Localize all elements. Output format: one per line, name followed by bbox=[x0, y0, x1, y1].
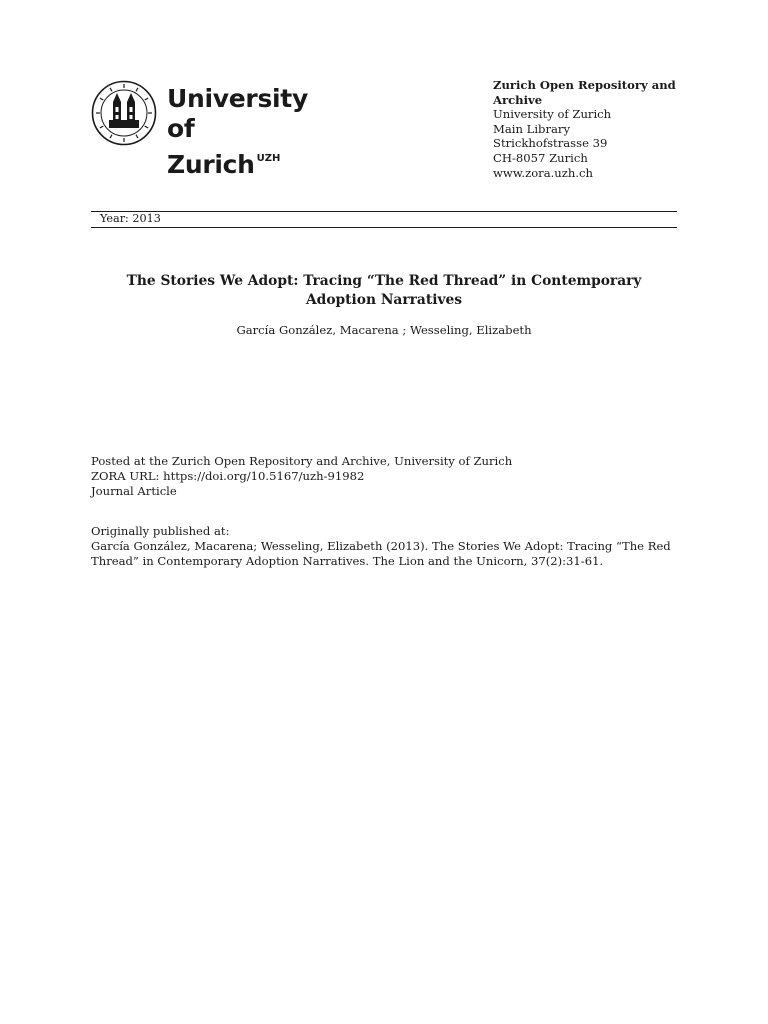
posted-info bbox=[91, 454, 512, 499]
address-line: Strickhofstrasse 39 bbox=[493, 136, 608, 151]
zora-url[interactable]: ZORA URL: https://doi.org/10.5167/uzh-91982 bbox=[91, 469, 365, 483]
publication-year: Year: 2013 bbox=[100, 212, 161, 225]
year-rule-top bbox=[91, 211, 677, 212]
university-wordmark bbox=[167, 84, 321, 180]
title-line2: Adoption Narratives bbox=[305, 292, 463, 308]
website-link[interactable]: www.zora.uzh.ch bbox=[493, 165, 593, 180]
wordmark-line1: University of bbox=[167, 84, 308, 143]
posted-line: Posted at the Zurich Open Repository and Archive, University of Zurich bbox=[91, 454, 513, 468]
address-line: CH-8057 Zurich bbox=[493, 150, 588, 165]
original-publication bbox=[91, 524, 671, 569]
address-line: Main Library bbox=[493, 121, 571, 136]
wordmark-line2 bbox=[167, 144, 321, 180]
item-type: Journal Article bbox=[91, 484, 177, 498]
citation-line1: García González, Macarena; Wesseling, Elizabeth (2013). The Stories We Adopt: Tracing “The Red bbox=[91, 539, 671, 553]
original-heading: Originally published at: bbox=[91, 524, 230, 538]
year-rule-bottom bbox=[91, 227, 677, 228]
article-authors: García González, Macarena ; Wesseling, Elizabeth bbox=[236, 323, 532, 337]
wordmark-zurich: Zurich bbox=[167, 150, 255, 179]
university-logo bbox=[91, 80, 321, 179]
address-line: University of Zurich bbox=[493, 107, 612, 122]
citation-line2: Thread” in Contemporary Adoption Narratives. The Lion and the Unicorn, 37(2):31-61. bbox=[91, 554, 604, 568]
repository-address bbox=[493, 78, 693, 180]
repository-name: Zurich Open Repository and Archive bbox=[493, 78, 676, 107]
title-line1: The Stories We Adopt: Tracing “The Red Thread” in Contemporary bbox=[126, 273, 642, 289]
wordmark-superscript: UZH bbox=[256, 153, 281, 164]
article-title bbox=[91, 272, 677, 310]
university-seal-icon bbox=[91, 80, 157, 146]
